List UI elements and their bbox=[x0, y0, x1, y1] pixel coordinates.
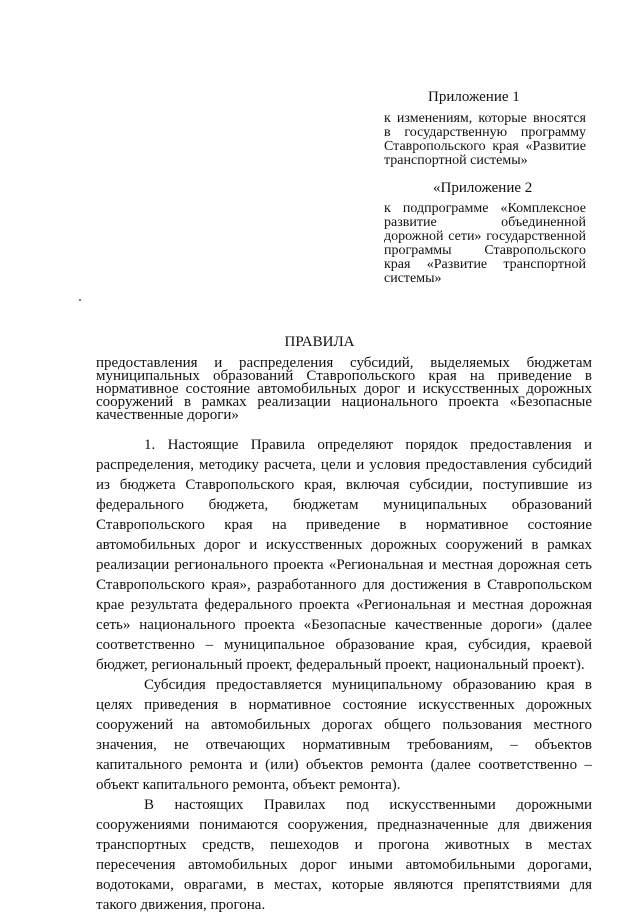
paragraph-1: 1. Настоящие Правила определяют порядок предоставления и распределения, методику расчета, цели и условия предоставления субсидий из бюджета Ставропольского края, включая субсидии, поступившие из федерального бюджета, бюджетам муниципальных образований Ставропольского края на приведение в нормативное состояние автомобильных дорог и искусственных дорожных сооружений в рамках реализации регионального проекта «Региональная и местная дорожная сеть Ставропольского края», разработанного для достижения в Ставропольском крае результата федерального проекта «Региональная и местная дорожная сеть» национального проекта «Безопасные качественные дороги» (далее соответственно – муниципальное образование края, субсидия, краевой бюджет, региональный проект, федеральный проект, национальный проект). bbox=[96, 437, 592, 673]
appendix-1-text: к изменениям, которые вносятся в государственную программу Ставропольского края «Развитие транспортной системы» bbox=[384, 111, 586, 168]
appendix-2-title: «Приложение 2 bbox=[433, 180, 533, 196]
scan-speck bbox=[79, 299, 81, 301]
paragraph-2: Субсидия предоставляется муниципальному образованию края в целях приведения в нормативное состояние искусственных дорожных сооружений на автомобильных дорогах общего пользования местного значения, не отвечающих нормативным требованиям, – объектов капитального ремонта и (или) объектов ремонта (далее соответственно – объект капитального ремонта, объект ремонта). bbox=[96, 677, 592, 793]
document-heading: ПРАВИЛА bbox=[284, 334, 355, 350]
paragraph-3: В настоящих Правилах под искусственными дорожными сооружениями понимаются сооружения, предназначенные для движения транспортных средств, пешеходов и прогона животных в местах пересечения автомобильных дорог иными автомобильными дорогами, водотоками, оврагами, в местах, которые являются препятствиями для такого движения, прогона. bbox=[96, 797, 592, 913]
appendix-2-text: к подпрограмме «Комплексное развитие объединенной дорожной сети» государственной программы Ставропольского края «Развитие транспортной системы» bbox=[384, 201, 586, 286]
document-body bbox=[96, 435, 592, 915]
document-subtitle: предоставления и распределения субсидий, выделяемых бюджетам муниципальных образований Ставропольского края на приведение в нормативное состояние автомобильных дорог и искусственных дорожных сооружений в рамках реализации национального проекта «Безопасные качественные дороги» bbox=[96, 355, 592, 423]
appendix-1-title: Приложение 1 bbox=[428, 89, 520, 105]
